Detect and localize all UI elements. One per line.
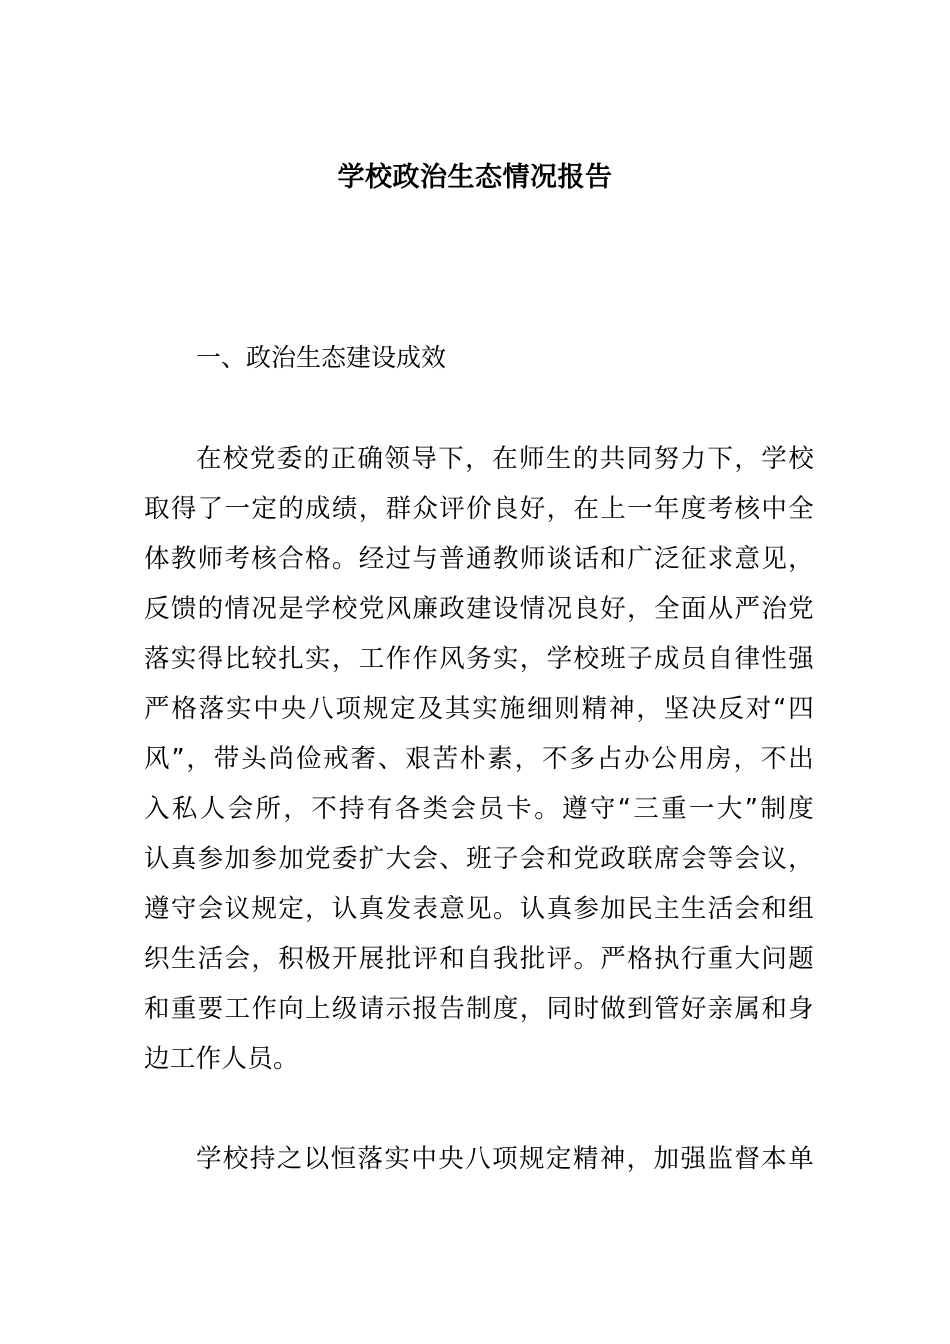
paragraph-line: 织生活会，积极开展批评和自我批评。严格执行重大问题: [144, 944, 814, 974]
paragraph-line: 体教师考核合格。经过与普通教师谈话和广泛征求意见，: [144, 544, 814, 574]
paragraph-line: 落实得比较扎实，工作作风务实，学校班子成员自律性强: [144, 644, 814, 674]
paragraph-line: 遵守会议规定，认真发表意见。认真参加民主生活会和组: [144, 894, 814, 924]
section-heading: 一、政治生态建设成效: [196, 343, 447, 372]
paragraph-line: 严格落实中央八项规定及其实施细则精神，坚决反对“四: [144, 694, 814, 724]
paragraph-line: 入私人会所，不持有各类会员卡。遵守“三重一大”制度: [144, 794, 814, 824]
paragraph-line: 风”，带头尚俭戒奢、艰苦朴素，不多占办公用房，不出: [144, 744, 814, 774]
paragraph-2: [144, 1134, 814, 1184]
paragraph-line: 学校持之以恒落实中央八项规定精神，加强监督本单: [196, 1144, 814, 1174]
paragraph-line: 在校党委的正确领导下，在师生的共同努力下，学校: [196, 444, 814, 474]
paragraph-line: 反馈的情况是学校党风廉政建设情况良好，全面从严治党: [144, 594, 814, 624]
paragraph-line: 边工作人员。: [144, 1044, 299, 1074]
paragraph-line: 取得了一定的成绩，群众评价良好，在上一年度考核中全: [144, 494, 814, 524]
paragraph-line: 认真参加参加党委扩大会、班子会和党政联席会等会议，: [144, 844, 814, 874]
paragraph-line: 和重要工作向上级请示报告制度，同时做到管好亲属和身: [144, 994, 814, 1024]
paragraph-1: [144, 434, 814, 1084]
document-title: 学校政治生态情况报告: [337, 162, 613, 193]
